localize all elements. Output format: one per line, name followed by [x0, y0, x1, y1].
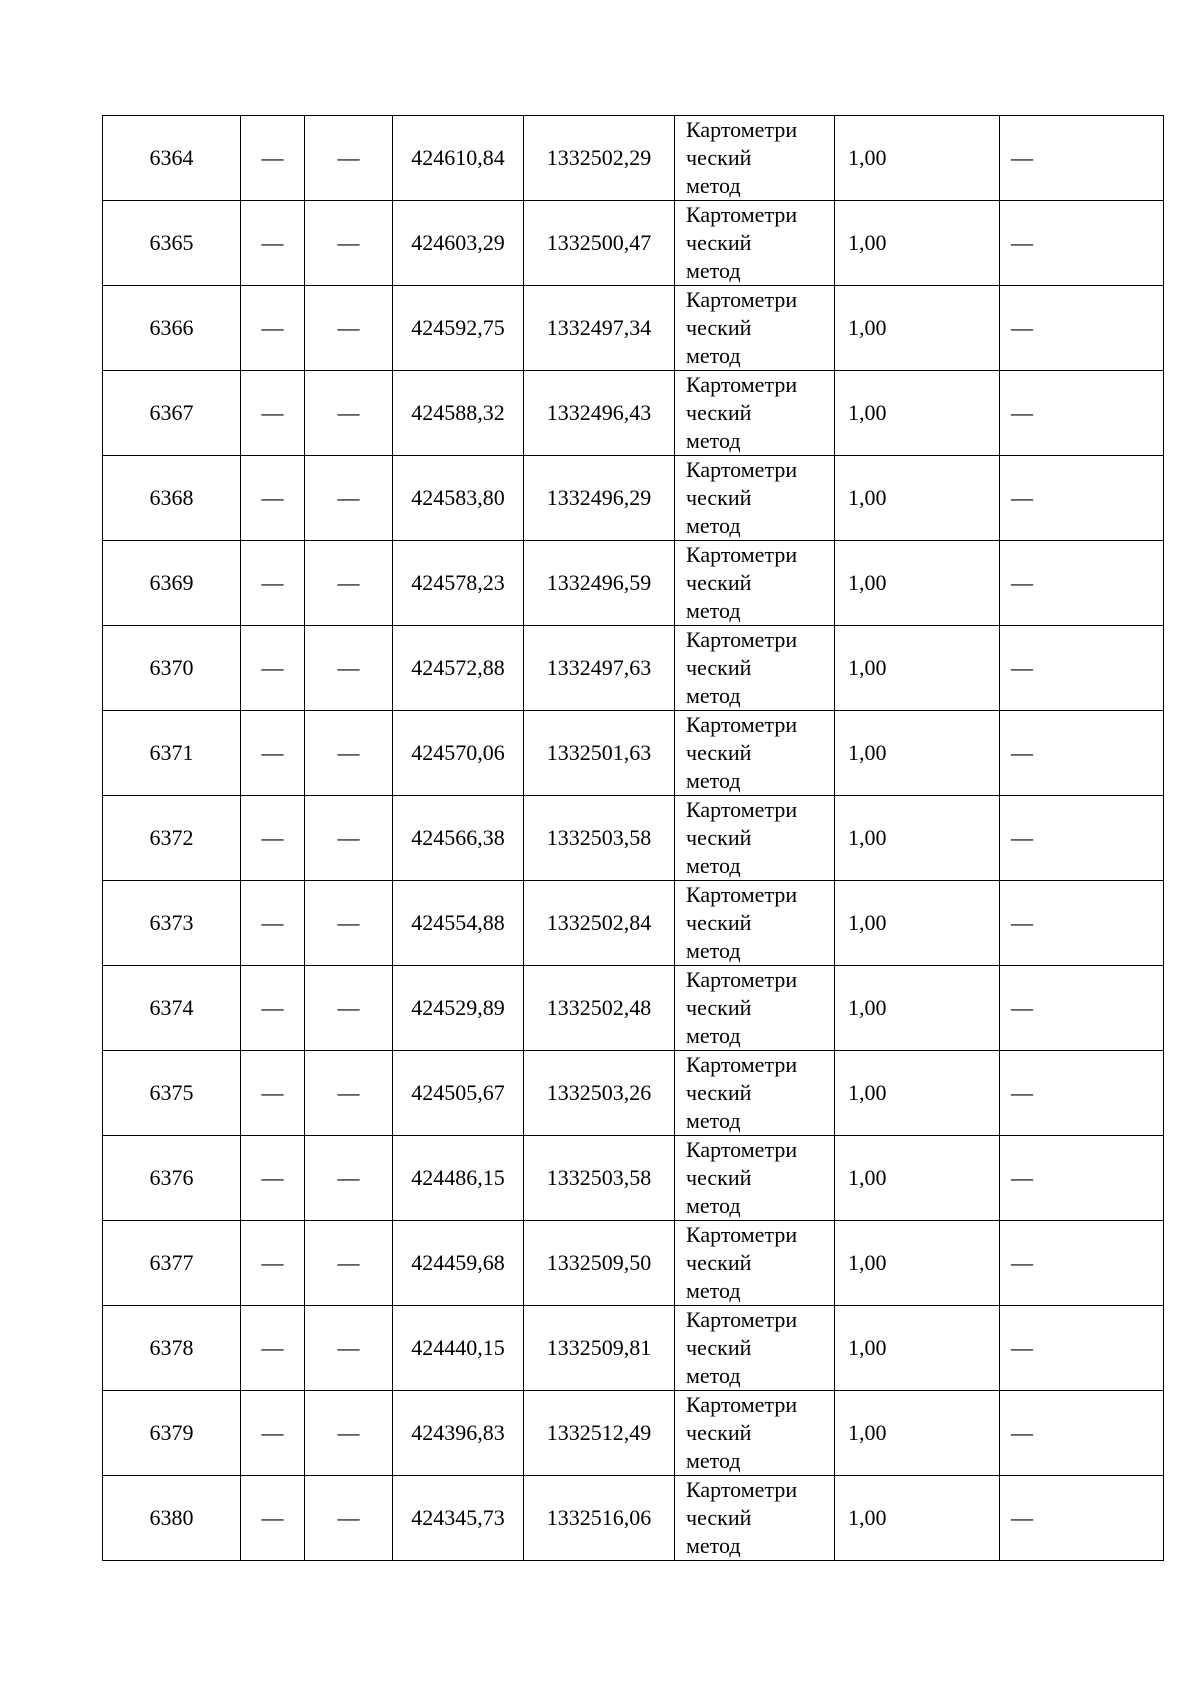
y-old-cell: —	[305, 116, 393, 201]
y-old-cell: —	[305, 1051, 393, 1136]
point-number-cell: 6368	[103, 456, 241, 541]
description-cell: —	[1000, 1391, 1164, 1476]
table-row	[103, 796, 1164, 881]
accuracy-cell: 1,00	[835, 881, 1000, 966]
accuracy-cell: 1,00	[835, 116, 1000, 201]
description-cell: —	[1000, 371, 1164, 456]
table-row	[103, 881, 1164, 966]
x-coordinate-cell: 424554,88	[393, 881, 524, 966]
x-old-cell: —	[241, 626, 305, 711]
x-coordinate-cell: 424345,73	[393, 1476, 524, 1561]
y-old-cell: —	[305, 796, 393, 881]
point-number-cell: 6374	[103, 966, 241, 1051]
x-coordinate-cell: 424610,84	[393, 116, 524, 201]
point-number-cell: 6367	[103, 371, 241, 456]
accuracy-cell: 1,00	[835, 711, 1000, 796]
table-row	[103, 201, 1164, 286]
x-old-cell: —	[241, 1391, 305, 1476]
point-number-cell: 6375	[103, 1051, 241, 1136]
method-cell: Картометри ческий метод	[675, 1051, 835, 1136]
method-cell: Картометри ческий метод	[675, 881, 835, 966]
x-old-cell: —	[241, 371, 305, 456]
x-coordinate-cell: 424486,15	[393, 1136, 524, 1221]
table-row	[103, 1306, 1164, 1391]
y-coordinate-cell: 1332509,50	[524, 1221, 675, 1306]
point-number-cell: 6364	[103, 116, 241, 201]
table-row	[103, 116, 1164, 201]
method-cell: Картометри ческий метод	[675, 966, 835, 1051]
method-cell: Картометри ческий метод	[675, 1391, 835, 1476]
description-cell: —	[1000, 541, 1164, 626]
accuracy-cell: 1,00	[835, 966, 1000, 1051]
x-coordinate-cell: 424440,15	[393, 1306, 524, 1391]
description-cell: —	[1000, 116, 1164, 201]
x-old-cell: —	[241, 1136, 305, 1221]
point-number-cell: 6366	[103, 286, 241, 371]
description-cell: —	[1000, 881, 1164, 966]
table-row	[103, 1476, 1164, 1561]
accuracy-cell: 1,00	[835, 286, 1000, 371]
x-coordinate-cell: 424459,68	[393, 1221, 524, 1306]
x-coordinate-cell: 424588,32	[393, 371, 524, 456]
x-old-cell: —	[241, 1476, 305, 1561]
x-old-cell: —	[241, 1051, 305, 1136]
x-coordinate-cell: 424396,83	[393, 1391, 524, 1476]
y-coordinate-cell: 1332502,48	[524, 966, 675, 1051]
x-old-cell: —	[241, 456, 305, 541]
description-cell: —	[1000, 456, 1164, 541]
point-number-cell: 6378	[103, 1306, 241, 1391]
y-coordinate-cell: 1332501,63	[524, 711, 675, 796]
y-coordinate-cell: 1332502,84	[524, 881, 675, 966]
x-old-cell: —	[241, 541, 305, 626]
description-cell: —	[1000, 1306, 1164, 1391]
y-old-cell: —	[305, 1391, 393, 1476]
y-old-cell: —	[305, 626, 393, 711]
y-old-cell: —	[305, 1476, 393, 1561]
x-old-cell: —	[241, 711, 305, 796]
y-coordinate-cell: 1332497,63	[524, 626, 675, 711]
point-number-cell: 6371	[103, 711, 241, 796]
x-coordinate-cell: 424570,06	[393, 711, 524, 796]
y-old-cell: —	[305, 711, 393, 796]
x-old-cell: —	[241, 966, 305, 1051]
y-old-cell: —	[305, 201, 393, 286]
y-coordinate-cell: 1332496,59	[524, 541, 675, 626]
accuracy-cell: 1,00	[835, 1136, 1000, 1221]
description-cell: —	[1000, 1136, 1164, 1221]
table-row	[103, 1391, 1164, 1476]
y-coordinate-cell: 1332503,58	[524, 1136, 675, 1221]
method-cell: Картометри ческий метод	[675, 456, 835, 541]
method-cell: Картометри ческий метод	[675, 626, 835, 711]
description-cell: —	[1000, 796, 1164, 881]
x-coordinate-cell: 424529,89	[393, 966, 524, 1051]
point-number-cell: 6379	[103, 1391, 241, 1476]
description-cell: —	[1000, 1221, 1164, 1306]
y-coordinate-cell: 1332496,43	[524, 371, 675, 456]
y-coordinate-cell: 1332500,47	[524, 201, 675, 286]
accuracy-cell: 1,00	[835, 201, 1000, 286]
point-number-cell: 6380	[103, 1476, 241, 1561]
table-row	[103, 286, 1164, 371]
point-number-cell: 6370	[103, 626, 241, 711]
table-row	[103, 456, 1164, 541]
point-number-cell: 6369	[103, 541, 241, 626]
y-coordinate-cell: 1332503,26	[524, 1051, 675, 1136]
method-cell: Картометри ческий метод	[675, 1136, 835, 1221]
x-old-cell: —	[241, 796, 305, 881]
table-row	[103, 1051, 1164, 1136]
x-old-cell: —	[241, 116, 305, 201]
point-number-cell: 6377	[103, 1221, 241, 1306]
method-cell: Картометри ческий метод	[675, 796, 835, 881]
y-old-cell: —	[305, 1221, 393, 1306]
point-number-cell: 6365	[103, 201, 241, 286]
accuracy-cell: 1,00	[835, 1476, 1000, 1561]
y-old-cell: —	[305, 541, 393, 626]
method-cell: Картометри ческий метод	[675, 116, 835, 201]
x-coordinate-cell: 424592,75	[393, 286, 524, 371]
accuracy-cell: 1,00	[835, 1391, 1000, 1476]
description-cell: —	[1000, 966, 1164, 1051]
x-coordinate-cell: 424566,38	[393, 796, 524, 881]
accuracy-cell: 1,00	[835, 371, 1000, 456]
y-old-cell: —	[305, 1136, 393, 1221]
description-cell: —	[1000, 711, 1164, 796]
x-coordinate-cell: 424505,67	[393, 1051, 524, 1136]
method-cell: Картометри ческий метод	[675, 711, 835, 796]
description-cell: —	[1000, 1476, 1164, 1561]
accuracy-cell: 1,00	[835, 796, 1000, 881]
table-row	[103, 1136, 1164, 1221]
table-row	[103, 966, 1164, 1051]
accuracy-cell: 1,00	[835, 626, 1000, 711]
y-coordinate-cell: 1332509,81	[524, 1306, 675, 1391]
y-old-cell: —	[305, 456, 393, 541]
y-old-cell: —	[305, 966, 393, 1051]
method-cell: Картометри ческий метод	[675, 286, 835, 371]
point-number-cell: 6372	[103, 796, 241, 881]
x-old-cell: —	[241, 286, 305, 371]
point-number-cell: 6376	[103, 1136, 241, 1221]
y-coordinate-cell: 1332497,34	[524, 286, 675, 371]
table-row	[103, 626, 1164, 711]
y-coordinate-cell: 1332503,58	[524, 796, 675, 881]
method-cell: Картометри ческий метод	[675, 201, 835, 286]
y-old-cell: —	[305, 1306, 393, 1391]
x-old-cell: —	[241, 1221, 305, 1306]
method-cell: Картометри ческий метод	[675, 371, 835, 456]
y-coordinate-cell: 1332516,06	[524, 1476, 675, 1561]
accuracy-cell: 1,00	[835, 1051, 1000, 1136]
accuracy-cell: 1,00	[835, 1221, 1000, 1306]
table-row	[103, 371, 1164, 456]
x-coordinate-cell: 424572,88	[393, 626, 524, 711]
table-row	[103, 541, 1164, 626]
description-cell: —	[1000, 201, 1164, 286]
description-cell: —	[1000, 286, 1164, 371]
method-cell: Картометри ческий метод	[675, 541, 835, 626]
x-coordinate-cell: 424583,80	[393, 456, 524, 541]
accuracy-cell: 1,00	[835, 541, 1000, 626]
method-cell: Картометри ческий метод	[675, 1221, 835, 1306]
table-body	[103, 116, 1164, 1561]
description-cell: —	[1000, 626, 1164, 711]
y-old-cell: —	[305, 286, 393, 371]
y-old-cell: —	[305, 881, 393, 966]
y-old-cell: —	[305, 371, 393, 456]
accuracy-cell: 1,00	[835, 456, 1000, 541]
y-coordinate-cell: 1332496,29	[524, 456, 675, 541]
y-coordinate-cell: 1332502,29	[524, 116, 675, 201]
table-row	[103, 1221, 1164, 1306]
method-cell: Картометри ческий метод	[675, 1306, 835, 1391]
x-old-cell: —	[241, 201, 305, 286]
description-cell: —	[1000, 1051, 1164, 1136]
x-old-cell: —	[241, 881, 305, 966]
x-coordinate-cell: 424578,23	[393, 541, 524, 626]
method-cell: Картометри ческий метод	[675, 1476, 835, 1561]
x-coordinate-cell: 424603,29	[393, 201, 524, 286]
accuracy-cell: 1,00	[835, 1306, 1000, 1391]
point-number-cell: 6373	[103, 881, 241, 966]
table-row	[103, 711, 1164, 796]
x-old-cell: —	[241, 1306, 305, 1391]
y-coordinate-cell: 1332512,49	[524, 1391, 675, 1476]
coordinates-table	[102, 115, 1164, 1561]
